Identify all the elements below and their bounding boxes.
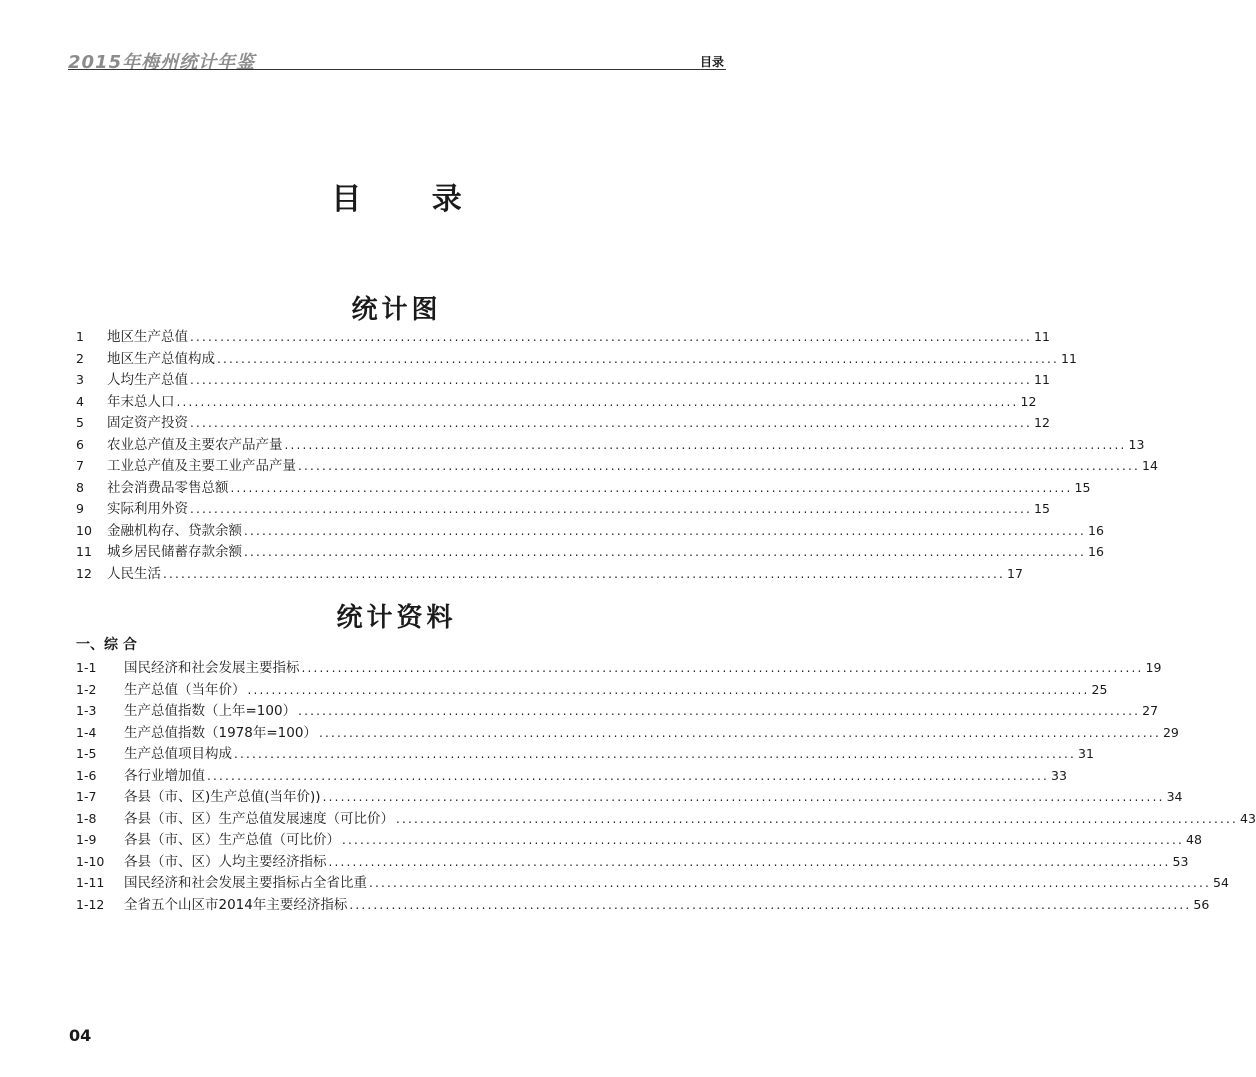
toc-entry-page: 54	[1213, 875, 1229, 890]
toc-entry-page: 15	[1074, 479, 1091, 495]
section-title-data: 统计资料	[336, 603, 457, 633]
toc-entry-number: 1-2	[76, 681, 97, 697]
header-section-label: 目录	[699, 55, 724, 69]
dot-leader: ............................................................................................................................................	[349, 897, 1192, 912]
toc-entry-label: 国民经济和社会发展主要指标占全省比重	[124, 875, 367, 891]
toc-entry[interactable]	[76, 369, 1050, 391]
dot-leader: ............................................................................................................................................	[318, 725, 1161, 740]
toc-entry[interactable]	[76, 829, 1202, 851]
dot-leader: ............................................................................................................................................	[247, 682, 1090, 697]
toc-entry-number: 7	[76, 458, 84, 473]
toc-entry-number: 2	[76, 350, 84, 366]
toc-entry-page: 19	[1145, 660, 1162, 675]
toc-entry[interactable]	[76, 498, 1050, 520]
toc-entry[interactable]	[76, 541, 1104, 563]
dot-leader: ............................................................................................................................................	[284, 437, 1127, 452]
toc-entry[interactable]	[76, 520, 1104, 542]
dot-leader: ............................................................................................................................................	[217, 351, 1060, 366]
toc-entry-page: 25	[1091, 681, 1108, 697]
toc-entry[interactable]	[76, 700, 1159, 722]
toc-entry-label: 实际利用外资	[107, 501, 188, 517]
toc-entry-number: 1-3	[76, 703, 97, 718]
toc-entry[interactable]	[76, 657, 1162, 679]
section-title-charts: 统计图	[351, 295, 442, 325]
toc-list-data	[76, 657, 1256, 915]
toc-entry[interactable]	[76, 679, 1108, 701]
toc-entry-label: 生产总值指数（上年=100）	[124, 703, 297, 719]
toc-entry-number: 1-11	[76, 875, 105, 890]
toc-entry-number: 5	[76, 415, 84, 430]
dot-leader: ............................................................................................................................................	[396, 811, 1239, 826]
toc-entry-page: 56	[1193, 896, 1210, 912]
toc-entry-label: 工业总产值及主要工业产品产量	[107, 458, 296, 474]
toc-entry[interactable]	[76, 722, 1179, 744]
dot-leader: ............................................................................................................................................	[342, 833, 1185, 847]
toc-entry-page: 11	[1061, 350, 1077, 366]
toc-entry-number: 1-6	[76, 767, 97, 783]
dot-leader: ............................................................................................................................................	[190, 502, 1033, 516]
toc-entry-label: 各县（市、区）生产总值（可比价）	[124, 832, 340, 848]
dot-leader: ............................................................................................................................................	[328, 854, 1171, 869]
toc-entry[interactable]	[76, 326, 1050, 348]
dot-leader: ............................................................................................................................................	[176, 394, 1019, 409]
page-number: 04	[69, 1026, 92, 1045]
toc-entry-page: 33	[1051, 767, 1067, 783]
toc-entry-label: 国民经济和社会发展主要指标	[124, 660, 300, 676]
dot-leader: ............................................................................................................................................	[190, 330, 1033, 344]
header-divider	[68, 69, 726, 70]
toc-entry[interactable]	[76, 412, 1050, 434]
toc-entry-label: 金融机构存、贷款余额	[107, 522, 242, 539]
page-header	[68, 44, 726, 73]
page-title: 目 录	[331, 182, 492, 217]
toc-entry-page: 13	[1128, 436, 1145, 452]
dot-leader: ............................................................................................................................................	[207, 768, 1050, 783]
toc-entry-page: 11	[1034, 329, 1050, 344]
toc-entry-number: 3	[76, 372, 84, 387]
toc-entry-label: 全省五个山区市2014年主要经济指标	[124, 896, 348, 913]
toc-entry-number: 10	[76, 522, 92, 538]
toc-entry-label: 农业总产值及主要农产品产量	[107, 436, 283, 453]
toc-entry-label: 地区生产总值	[107, 329, 188, 345]
toc-entry-label: 地区生产总值构成	[107, 350, 215, 367]
toc-entry-number: 4	[76, 393, 84, 409]
toc-entry-number: 6	[76, 436, 84, 452]
toc-entry[interactable]	[76, 765, 1067, 787]
toc-entry-number: 8	[76, 479, 84, 495]
toc-entry[interactable]	[76, 808, 1256, 830]
subsection-heading: 一、综 合	[76, 637, 137, 653]
toc-entry-label: 城乡居民储蓄存款余额	[107, 544, 242, 560]
toc-entry-number: 1-1	[76, 660, 97, 675]
toc-entry-page: 14	[1142, 458, 1158, 473]
toc-entry-page: 53	[1172, 853, 1189, 869]
toc-entry-number: 1	[76, 329, 84, 344]
toc-entry-number: 1-5	[76, 746, 97, 761]
toc-entry-label: 固定资产投资	[107, 415, 188, 431]
toc-entry-label: 人均生产总值	[107, 372, 188, 388]
dot-leader: ............................................................................................................................................	[298, 704, 1141, 718]
dot-leader: ............................................................................................................................................	[298, 459, 1141, 473]
dot-leader: ............................................................................................................................................	[230, 480, 1073, 495]
toc-entry-label: 各行业增加值	[124, 767, 205, 784]
dot-leader: ............................................................................................................................................	[190, 373, 1033, 387]
toc-entry-page: 29	[1162, 724, 1179, 740]
toc-entry-page: 34	[1166, 789, 1183, 804]
toc-entry-page: 48	[1186, 832, 1202, 847]
dot-leader: ............................................................................................................................................	[234, 747, 1077, 761]
dot-leader: ............................................................................................................................................	[301, 661, 1144, 675]
toc-entry-number: 11	[76, 544, 92, 559]
dot-leader: ............................................................................................................................................	[244, 545, 1087, 559]
toc-entry[interactable]	[76, 348, 1077, 370]
toc-entry[interactable]	[76, 894, 1210, 916]
toc-entry-label: 生产总值（当年价）	[124, 681, 246, 698]
toc-entry-page: 12	[1034, 415, 1050, 430]
toc-entry-label: 生产总值指数（1978年=100）	[124, 724, 317, 741]
dot-leader: ............................................................................................................................................	[244, 523, 1087, 538]
toc-entry-page: 16	[1088, 522, 1104, 538]
toc-entry-page: 15	[1034, 501, 1050, 516]
toc-entry-number: 9	[76, 501, 84, 516]
toc-entry-number: 1-10	[76, 853, 105, 869]
toc-entry-number: 1-7	[76, 789, 97, 804]
toc-entry-page: 16	[1088, 544, 1104, 559]
toc-entry[interactable]	[76, 872, 1229, 894]
toc-entry[interactable]	[76, 851, 1189, 873]
toc-entry-number: 1-12	[76, 896, 105, 912]
toc-entry-number: 1-8	[76, 810, 97, 826]
toc-entry-label: 各县（市、区）人均主要经济指标	[124, 853, 327, 870]
toc-entry-page: 43	[1240, 810, 1256, 826]
toc-entry-page: 17	[1007, 565, 1023, 581]
toc-entry-page: 31	[1078, 746, 1094, 761]
toc-entry-number: 1-9	[76, 832, 97, 847]
dot-leader: ............................................................................................................................................	[163, 566, 1006, 581]
toc-entry-number: 1-4	[76, 724, 97, 740]
toc-entry-page: 27	[1142, 703, 1159, 718]
toc-entry-label: 各县（市、区）生产总值发展速度（可比价）	[124, 810, 394, 827]
toc-entry[interactable]	[76, 455, 1158, 477]
dot-leader: ............................................................................................................................................	[190, 416, 1033, 430]
toc-list-charts	[76, 326, 1158, 584]
toc-entry-number: 12	[76, 565, 92, 581]
dot-leader: ............................................................................................................................................	[322, 790, 1165, 804]
toc-entry[interactable]	[76, 563, 1023, 585]
toc-entry-label: 年末总人口	[107, 393, 175, 410]
toc-entry[interactable]	[76, 743, 1094, 765]
toc-entry[interactable]	[76, 786, 1183, 808]
toc-entry[interactable]	[76, 391, 1037, 413]
toc-entry-page: 12	[1020, 393, 1037, 409]
toc-entry-label: 各县（市、区)生产总值(当年价))	[124, 789, 321, 805]
toc-entry-label: 社会消费品零售总额	[107, 479, 229, 496]
toc-entry-page: 11	[1034, 372, 1050, 387]
dot-leader: ............................................................................................................................................	[369, 876, 1212, 890]
toc-entry-label: 生产总值项目构成	[124, 746, 232, 762]
toc-entry[interactable]	[76, 434, 1145, 456]
toc-entry[interactable]	[76, 477, 1091, 499]
yearbook-title: 2015年梅州统计年鉴	[68, 52, 256, 73]
toc-entry-label: 人民生活	[107, 565, 161, 582]
